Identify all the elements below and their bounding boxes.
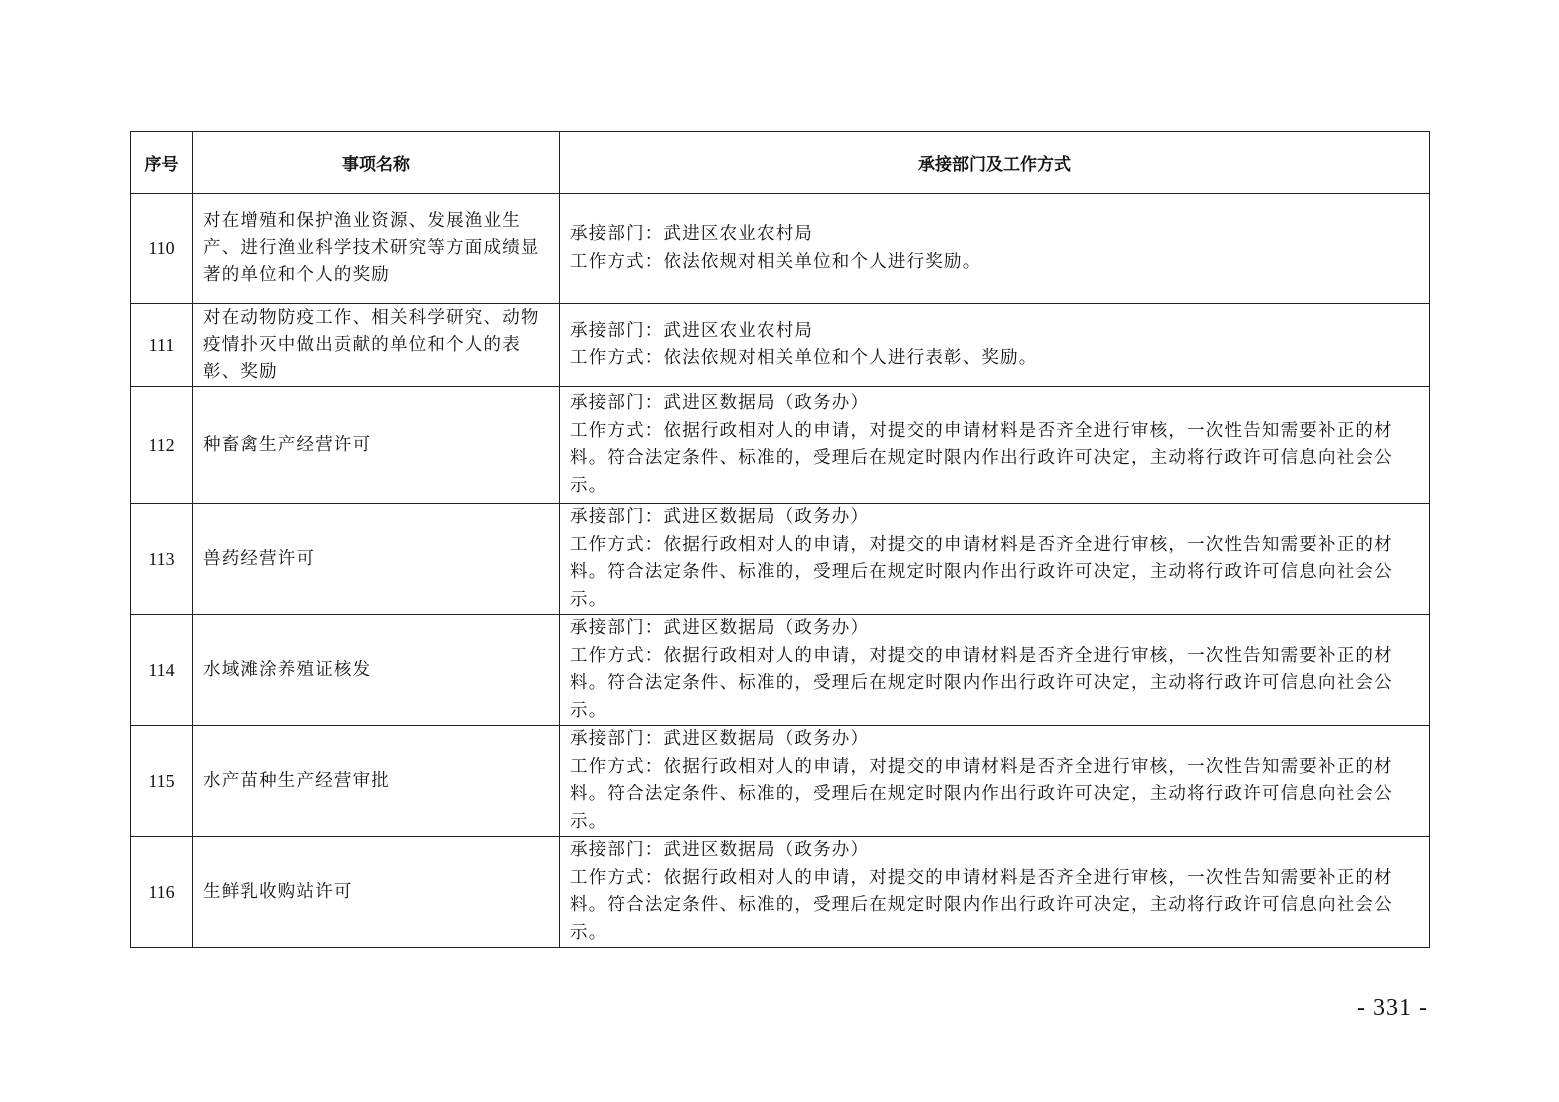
- row-department: 承接部门：武进区数据局（政务办）: [570, 840, 870, 860]
- table-row: [131, 615, 1430, 726]
- row-item-name: 水产苗种生产经营审批: [193, 726, 560, 837]
- row-work-method: 工作方式：依据行政相对人的申请，对提交的申请材料是否齐全进行审核，一次性告知需要补正的材料。符合法定条件、标准的，受理后在规定时限内作出行政许可决定，主动将行政许可信息向社会公示。: [570, 534, 1393, 610]
- table-row: [131, 837, 1430, 948]
- row-department: 承接部门：武进区数据局（政务办）: [570, 729, 870, 749]
- row-department: 承接部门：武进区数据局（政务办）: [570, 618, 870, 638]
- row-department-cell: [560, 837, 1430, 948]
- row-department-cell: [560, 194, 1430, 304]
- row-serial-number: 112: [131, 387, 193, 504]
- row-department: 承接部门：武进区农业农村局: [570, 320, 814, 341]
- row-serial-number: 116: [131, 837, 193, 948]
- header-serial-number: 序号: [131, 132, 193, 194]
- row-serial-number: 115: [131, 726, 193, 837]
- table-row: [131, 304, 1430, 387]
- table-row: [131, 387, 1430, 504]
- row-work-method: 工作方式：依法依规对相关单位和个人进行表彰、奖励。: [570, 348, 1038, 368]
- row-item-name: 生鲜乳收购站许可: [193, 837, 560, 948]
- row-department: 承接部门：武进区数据局（政务办）: [570, 507, 870, 527]
- table-row: [131, 726, 1430, 837]
- row-serial-number: 110: [131, 194, 193, 304]
- row-item-name: 种畜禽生产经营许可: [193, 387, 560, 504]
- table-row: [131, 504, 1430, 615]
- page-number: - 331 -: [1357, 995, 1428, 1021]
- row-work-method: 工作方式：依据行政相对人的申请，对提交的申请材料是否齐全进行审核，一次性告知需要补正的材料。符合法定条件、标准的，受理后在规定时限内作出行政许可决定，主动将行政许可信息向社会公示。: [570, 756, 1393, 832]
- row-department-cell: [560, 615, 1430, 726]
- row-serial-number: 114: [131, 615, 193, 726]
- table-header-row: [131, 132, 1430, 194]
- header-department-and-method: 承接部门及工作方式: [560, 132, 1430, 194]
- row-serial-number: 113: [131, 504, 193, 615]
- items-table: [130, 131, 1430, 948]
- row-work-method: 工作方式：依据行政相对人的申请，对提交的申请材料是否齐全进行审核，一次性告知需要补正的材料。符合法定条件、标准的，受理后在规定时限内作出行政许可决定，主动将行政许可信息向社会公示。: [570, 420, 1393, 496]
- row-item-name: 对在动物防疫工作、相关科学研究、动物疫情扑灭中做出贡献的单位和个人的表彰、奖励: [193, 304, 560, 387]
- row-department: 承接部门：武进区数据局（政务办）: [570, 393, 870, 413]
- row-item-name: 对在增殖和保护渔业资源、发展渔业生产、进行渔业科学技术研究等方面成绩显著的单位和个人的奖励: [193, 194, 560, 304]
- row-item-name: 兽药经营许可: [193, 504, 560, 615]
- row-department-cell: [560, 726, 1430, 837]
- row-work-method: 工作方式：依据行政相对人的申请，对提交的申请材料是否齐全进行审核，一次性告知需要补正的材料。符合法定条件、标准的，受理后在规定时限内作出行政许可决定，主动将行政许可信息向社会公示。: [570, 867, 1393, 943]
- row-department: 承接部门：武进区农业农村局: [570, 224, 814, 244]
- row-work-method: 工作方式：依法依规对相关单位和个人进行奖励。: [570, 251, 982, 272]
- row-department-cell: [560, 304, 1430, 387]
- row-department-cell: [560, 387, 1430, 504]
- row-work-method: 工作方式：依据行政相对人的申请，对提交的申请材料是否齐全进行审核，一次性告知需要补正的材料。符合法定条件、标准的，受理后在规定时限内作出行政许可决定，主动将行政许可信息向社会公示。: [570, 645, 1393, 721]
- row-item-name: 水域滩涂养殖证核发: [193, 615, 560, 726]
- row-department-cell: [560, 504, 1430, 615]
- row-serial-number: 111: [131, 304, 193, 387]
- header-item-name: 事项名称: [193, 132, 560, 194]
- table-row: [131, 194, 1430, 304]
